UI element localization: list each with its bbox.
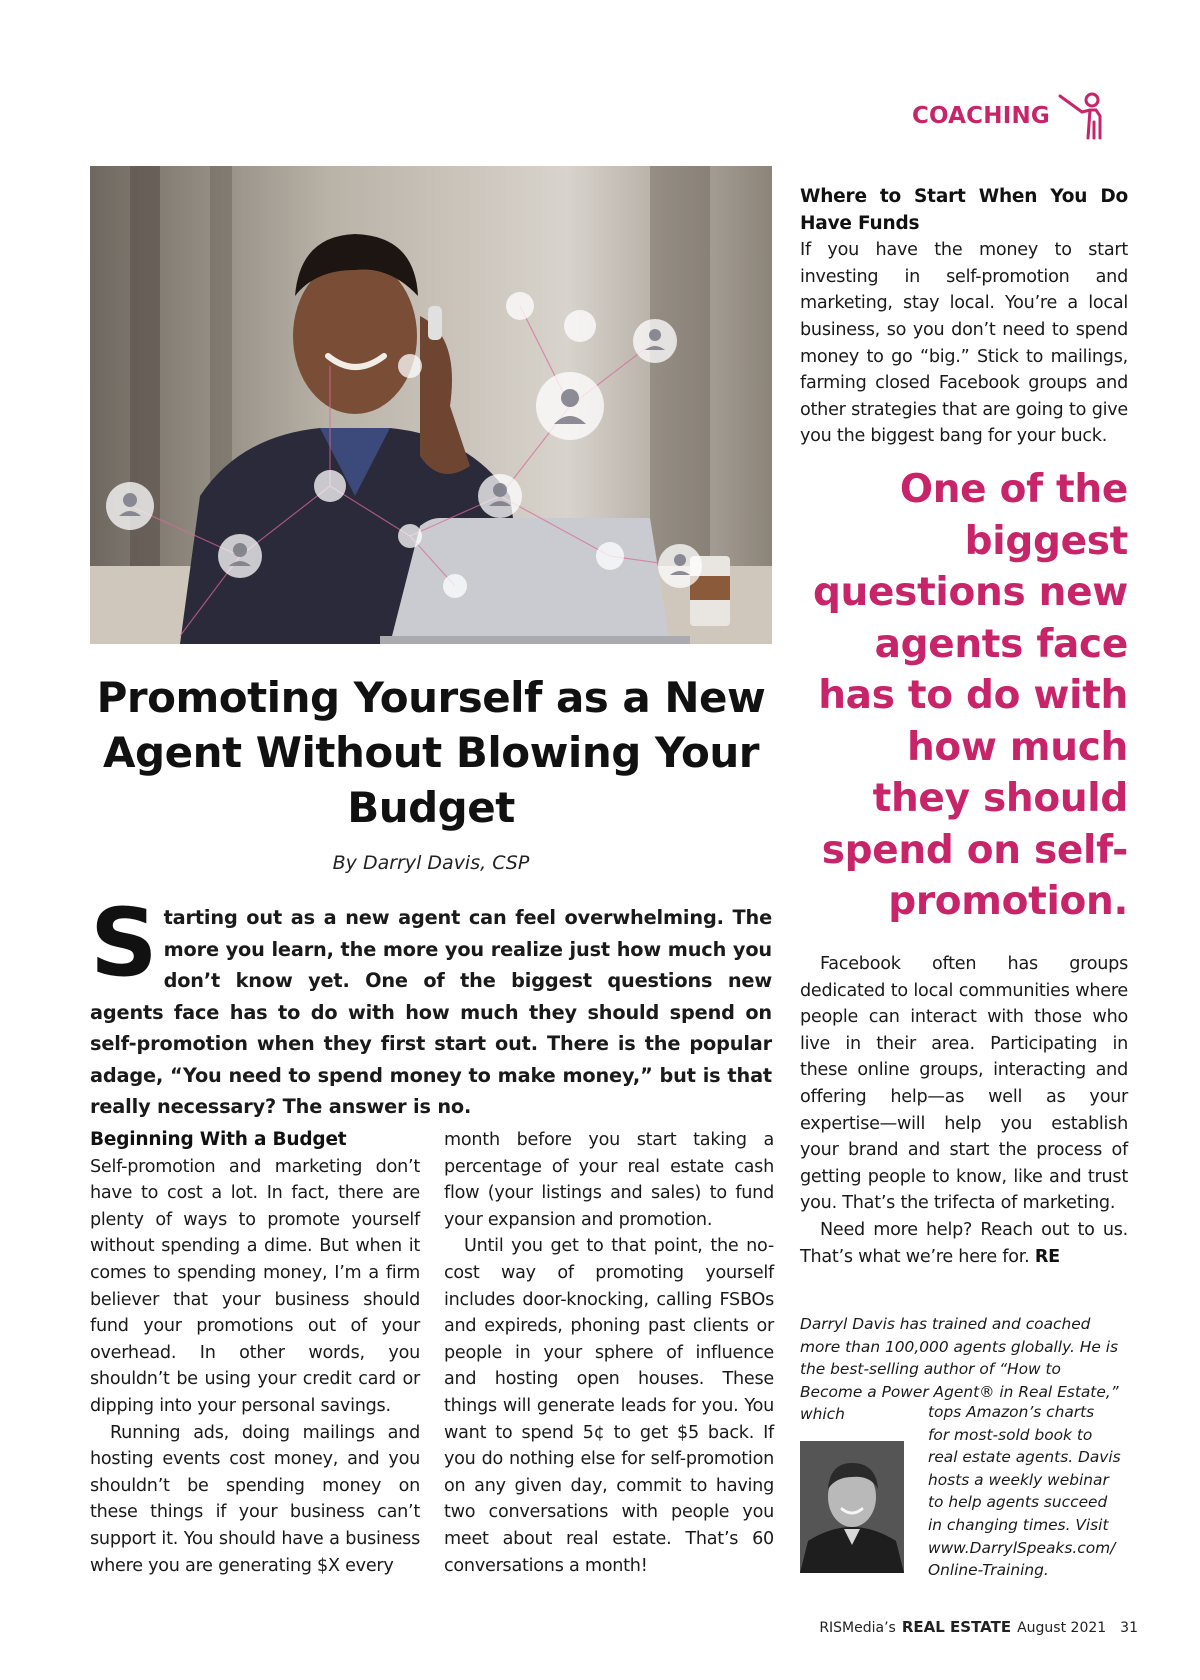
article-title: Promoting Yourself as a New Agent Without Blowing Your Budget (96, 673, 766, 832)
body-paragraph: Facebook often has groups dedicated to local communities where people can interact with those who live in their area. Participating in these online groups, interacting and offering help—as well as your expertise—will help you establish your brand and start the process of getting people to know, like and trust you. That’s the trifecta of marketing. (800, 954, 1128, 1214)
hero-photo (90, 166, 772, 644)
body-paragraph: Until you get to that point, the no-cost way of promoting yourself includes door-knocking, calling FSBOs and expireds, phoning past clients or people in your sphere of influence and hosting open houses. These things will generate leads for you. You want to spend 5¢ to get $5 back. If you do nothing else for self-promotion on any given day, commit to having two conversations with people you meet about real estate. That’s 60 conversations a month! (444, 1236, 774, 1576)
author-bio-wrap (928, 1401, 1128, 1582)
article-byline: By Darryl Davis, CSP (332, 852, 530, 874)
body-column-3 (800, 184, 1128, 450)
body-column-2 (444, 1127, 774, 1579)
bio-line: to help agents succeed (928, 1493, 1108, 1512)
lead-text: tarting out as a new agent can feel overwhelming. The more you learn, the more you realize just how much you don’t know yet. One of the biggest questions new agents face has to do with how much they should spend on self-promotion when they first start out. There is the popular adage, “You need to spend money to make money,” but is that really necessary? The answer is no. (90, 906, 772, 1118)
body-paragraph: month before you start taking a percentage of your real estate cash flow (your listings and sales) to fund your expansion and promotion. (444, 1130, 774, 1230)
lead-paragraph (90, 889, 772, 1123)
pull-quote: One of the biggest questions new agents face has to do with how much they should spend on self-promotion. (812, 467, 1128, 924)
page-number: 31 (1120, 1620, 1138, 1636)
bio-line: www.DarrylSpeaks.com/ (928, 1538, 1116, 1557)
bio-line: in changing times. Visit (928, 1515, 1109, 1534)
section-tag (912, 90, 1108, 142)
bio-line: real estate agents. Davis (928, 1448, 1121, 1467)
bio-line: tops Amazon’s charts (928, 1403, 1095, 1421)
bio-line: Online-Training. (928, 1561, 1049, 1580)
page-footer (819, 1618, 1138, 1636)
body-column-4 (800, 951, 1128, 1270)
footer-magazine: REAL ESTATE (901, 1618, 1012, 1636)
bio-line: for most-sold book to (928, 1425, 1093, 1444)
coach-pointing-icon (1056, 90, 1108, 142)
closing-text: Need more help? Reach out to us. That’s what we’re here for. (800, 1219, 1128, 1267)
footer-publisher: RISMedia’s (819, 1620, 896, 1636)
drop-cap: S (90, 889, 158, 998)
bio-line: hosts a weekly webinar (928, 1470, 1109, 1489)
author-headshot (800, 1441, 904, 1573)
subheading-budget: Beginning With a Budget (90, 1129, 347, 1150)
body-paragraph: Running ads, doing mailings and hosting events cost money, and you shouldn’t be spending money on these things if your business can’t support it. You should have a business where you are generating $X every (90, 1422, 420, 1576)
body-paragraph: Self-promotion and marketing don’t have to cost a lot. In fact, there are plenty of ways to promote yourself without spending a dime. But when it comes to spending money, I’m a firm believer that your business should fund your promotions out of your overhead. In other words, you shouldn’t be using your credit card or dipping into your personal savings. (90, 1156, 420, 1416)
section-label: COACHING (911, 103, 1050, 129)
body-paragraph: If you have the money to start investing in self-promotion and marketing, stay local. You’re a local business, so you don’t need to spend money to go “big.” Stick to mailings, farming closed Facebook groups and other strategies that are going to give you the biggest bang for your buck. (800, 240, 1128, 447)
end-mark: RE (1034, 1246, 1060, 1267)
footer-issue: August 2021 (1017, 1620, 1107, 1636)
body-column-1 (90, 1127, 420, 1579)
body-paragraph-closing (800, 1217, 1128, 1270)
author-bio-intro: Darryl Davis has trained and coached more than 100,000 agents globally. He is the best-selling author of “How to Become a Power Agent® in Real Estate,” which (800, 1315, 1119, 1424)
subheading-funds: Where to Start When You Do Have Funds (800, 186, 1128, 234)
